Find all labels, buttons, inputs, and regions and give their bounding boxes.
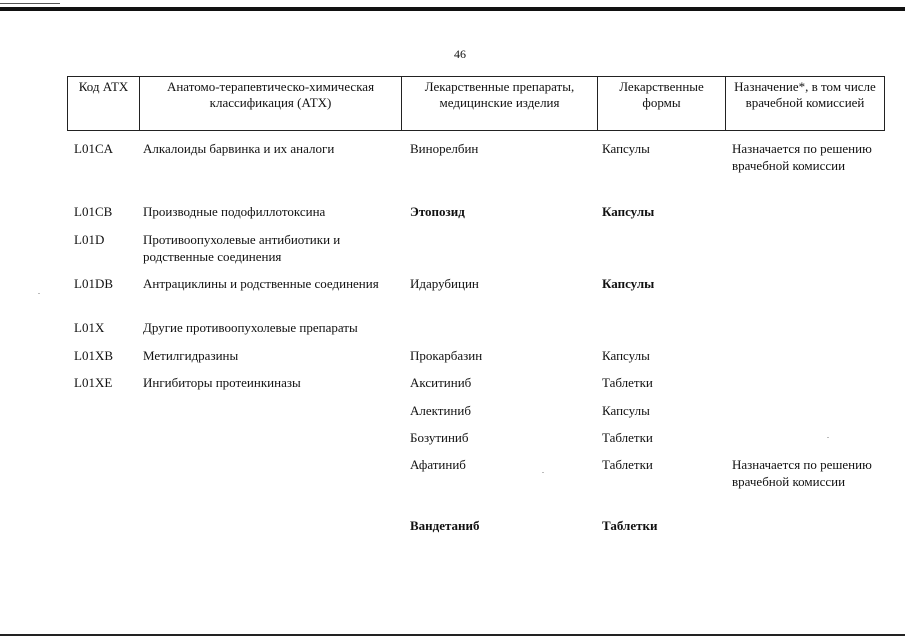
header-code: Код АТХ	[68, 77, 140, 131]
header-assignment: Назначение*, в том числе врачебной комиссией	[726, 77, 885, 131]
row-code: L01DB	[74, 276, 113, 291]
table-header	[67, 76, 885, 131]
header-row	[68, 77, 885, 131]
header-classification: Анатомо-терапевтическо-химическая классификация (АТХ)	[140, 77, 402, 131]
row-code: L01CB	[74, 204, 113, 219]
row-drug: Идарубицин	[410, 276, 479, 291]
row-drug: Алектиниб	[410, 403, 471, 418]
row-drug: Акситиниб	[410, 375, 472, 390]
row-drug: Афатиниб	[410, 457, 466, 472]
row-drug: Бозутиниб	[410, 430, 469, 445]
row-code: L01XB	[74, 348, 113, 363]
row-code: L01CA	[74, 141, 113, 156]
top-rule	[0, 7, 905, 11]
row-classification: Производные подофиллотоксина	[143, 204, 326, 219]
row-form: Таблетки	[602, 518, 658, 533]
row-code: L01X	[74, 320, 105, 335]
row-form: Таблетки	[602, 375, 653, 390]
row-code: L01XE	[74, 375, 113, 390]
header-forms: Лекарственные формы	[598, 77, 726, 131]
row-note: Назначается по решению врачебной комиссии	[732, 457, 872, 489]
row-note: Назначается по решению врачебной комиссии	[732, 141, 872, 173]
row-drug: Вандетаниб	[410, 518, 480, 533]
row-form: Капсулы	[602, 204, 655, 219]
row-code: L01D	[74, 232, 105, 247]
row-drug: Прокарбазин	[410, 348, 483, 363]
row-form: Таблетки	[602, 457, 653, 472]
row-classification: Антрациклины и родственные соединения	[143, 276, 379, 291]
row-classification: Другие противоопухолевые препараты	[143, 320, 358, 335]
row-classification: Противоопухолевые антибиотики и родственные соединения	[143, 232, 341, 264]
row-classification: Ингибиторы протеинкиназы	[143, 375, 301, 390]
scan-speck	[542, 472, 544, 473]
row-form: Капсулы	[602, 141, 650, 156]
scan-speck	[827, 437, 829, 438]
row-form: Капсулы	[602, 348, 650, 363]
page-number: 46	[454, 47, 466, 61]
row-form: Капсулы	[602, 276, 655, 291]
row-drug: Этопозид	[410, 204, 465, 219]
top-thin-rule	[0, 3, 60, 4]
row-classification: Метилгидразины	[143, 348, 239, 363]
row-classification: Алкалоиды барвинка и их аналоги	[143, 141, 335, 156]
bottom-rule	[0, 634, 905, 636]
row-drug: Винорелбин	[410, 141, 479, 156]
header-drugs: Лекарственные препараты, медицинские изделия	[402, 77, 598, 131]
row-form: Таблетки	[602, 430, 653, 445]
row-form: Капсулы	[602, 403, 650, 418]
scan-speck	[38, 293, 40, 294]
